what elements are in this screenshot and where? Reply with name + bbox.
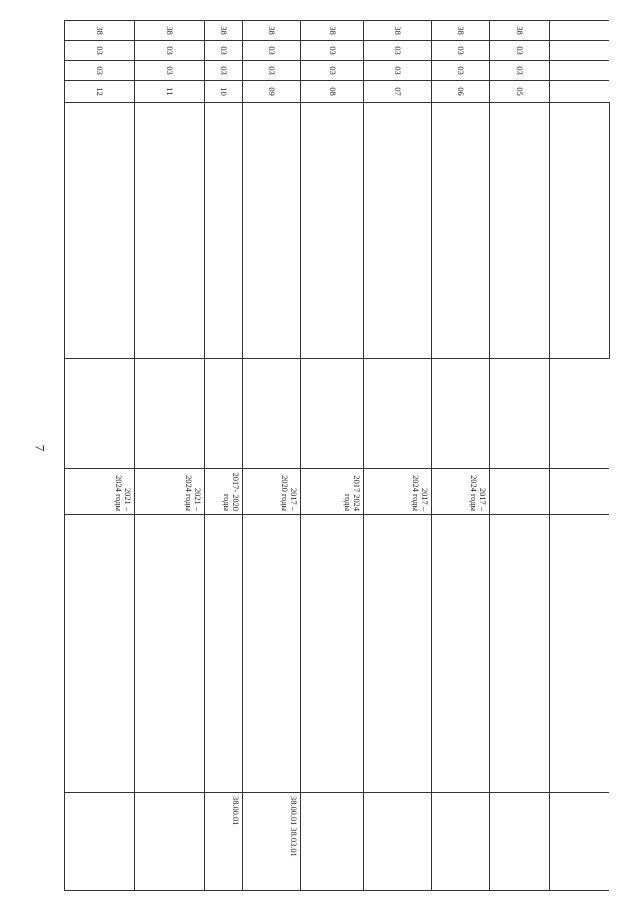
indicator-codes-cell <box>65 793 135 891</box>
executor-cell <box>243 359 301 469</box>
code-cell-number: 05 <box>490 81 550 103</box>
event-name-cell <box>243 103 301 359</box>
code-cell-number: 10 <box>205 81 243 103</box>
expected-result-cell <box>364 515 432 793</box>
table-row <box>65 21 135 891</box>
executor-cell <box>135 359 205 469</box>
code-cell-section: 03 <box>243 61 301 81</box>
code-cell-number: 06 <box>432 81 490 103</box>
event-name-cell <box>205 103 243 359</box>
event-name-cell <box>550 103 610 359</box>
code-cell-subprogram: 03 <box>490 41 550 61</box>
indicator-codes-cell <box>364 793 432 891</box>
code-cell-subprogram: 03 <box>65 41 135 61</box>
period-cell: 2017 – 2020 годы <box>243 469 301 515</box>
period-cell <box>490 469 550 515</box>
indicator-codes-cell: 38.00.01 <box>205 793 243 891</box>
code-cell-program: 38 <box>135 21 205 41</box>
code-cell-number: 12 <box>65 81 135 103</box>
period-cell: 2017 2024 годы <box>301 469 364 515</box>
code-cell-section: 03 <box>490 61 550 81</box>
executor-cell <box>432 359 490 469</box>
page-number: 7 <box>32 444 48 452</box>
measures-table-body <box>65 21 610 891</box>
expected-result-cell <box>432 515 490 793</box>
measures-table-container <box>65 20 610 890</box>
code-cell-subprogram: 03 <box>432 41 490 61</box>
executor-cell <box>550 359 610 469</box>
code-cell-section: 03 <box>364 61 432 81</box>
indicator-codes-cell: 38.00.01 38.03.01 <box>243 793 301 891</box>
period-cell: 2017- 2020 годы <box>205 469 243 515</box>
table-row <box>364 21 432 891</box>
expected-result-cell <box>243 515 301 793</box>
event-name-cell <box>364 103 432 359</box>
expected-result-cell <box>205 515 243 793</box>
indicator-codes-cell <box>301 793 364 891</box>
indicator-codes-cell <box>432 793 490 891</box>
period-cell <box>550 469 610 515</box>
table-row <box>490 21 550 891</box>
expected-result-cell <box>301 515 364 793</box>
code-cell-number: 07 <box>364 81 432 103</box>
code-cell-section: 03 <box>301 61 364 81</box>
code-cell-subprogram: 03 <box>135 41 205 61</box>
code-cell-section: 03 <box>432 61 490 81</box>
event-name-cell <box>432 103 490 359</box>
code-cell-section: 03 <box>65 61 135 81</box>
executor-cell <box>205 359 243 469</box>
code-cell-subprogram: 03 <box>243 41 301 61</box>
indicator-codes-cell <box>135 793 205 891</box>
code-cell-number: 09 <box>243 81 301 103</box>
event-name-cell <box>490 103 550 359</box>
code-cell-subprogram: 03 <box>205 41 243 61</box>
code-cell-subprogram <box>550 41 610 61</box>
code-cell-number <box>550 81 610 103</box>
code-cell-program: 38 <box>243 21 301 41</box>
table-row <box>550 21 610 891</box>
code-cell-program: 38 <box>301 21 364 41</box>
expected-result-cell <box>550 515 610 793</box>
code-cell-subprogram: 03 <box>364 41 432 61</box>
code-cell-program: 38 <box>65 21 135 41</box>
executor-cell <box>364 359 432 469</box>
event-name-cell <box>65 103 135 359</box>
executor-cell <box>65 359 135 469</box>
period-cell: 2021 – 2024 годы <box>65 469 135 515</box>
code-cell-program: 38 <box>364 21 432 41</box>
period-cell: 2017 – 2024 годы <box>432 469 490 515</box>
code-cell-section: 03 <box>135 61 205 81</box>
code-cell-program: 38 <box>432 21 490 41</box>
table-row <box>432 21 490 891</box>
executor-cell <box>490 359 550 469</box>
expected-result-cell <box>490 515 550 793</box>
measures-table <box>64 20 610 891</box>
code-cell-program <box>550 21 610 41</box>
expected-result-cell <box>65 515 135 793</box>
table-row <box>243 21 301 891</box>
table-row <box>205 21 243 891</box>
code-cell-subprogram: 03 <box>301 41 364 61</box>
event-name-cell <box>135 103 205 359</box>
code-cell-section <box>550 61 610 81</box>
code-cell-section: 03 <box>205 61 243 81</box>
code-cell-number: 11 <box>135 81 205 103</box>
indicator-codes-cell <box>550 793 610 891</box>
table-row <box>135 21 205 891</box>
period-cell: 2021 – 2024 годы <box>135 469 205 515</box>
code-cell-program: 38 <box>205 21 243 41</box>
event-name-cell <box>301 103 364 359</box>
executor-cell <box>301 359 364 469</box>
period-cell: 2017 – 2024 годы <box>364 469 432 515</box>
code-cell-program: 38 <box>490 21 550 41</box>
table-row <box>301 21 364 891</box>
indicator-codes-cell <box>490 793 550 891</box>
code-cell-number: 08 <box>301 81 364 103</box>
expected-result-cell <box>135 515 205 793</box>
